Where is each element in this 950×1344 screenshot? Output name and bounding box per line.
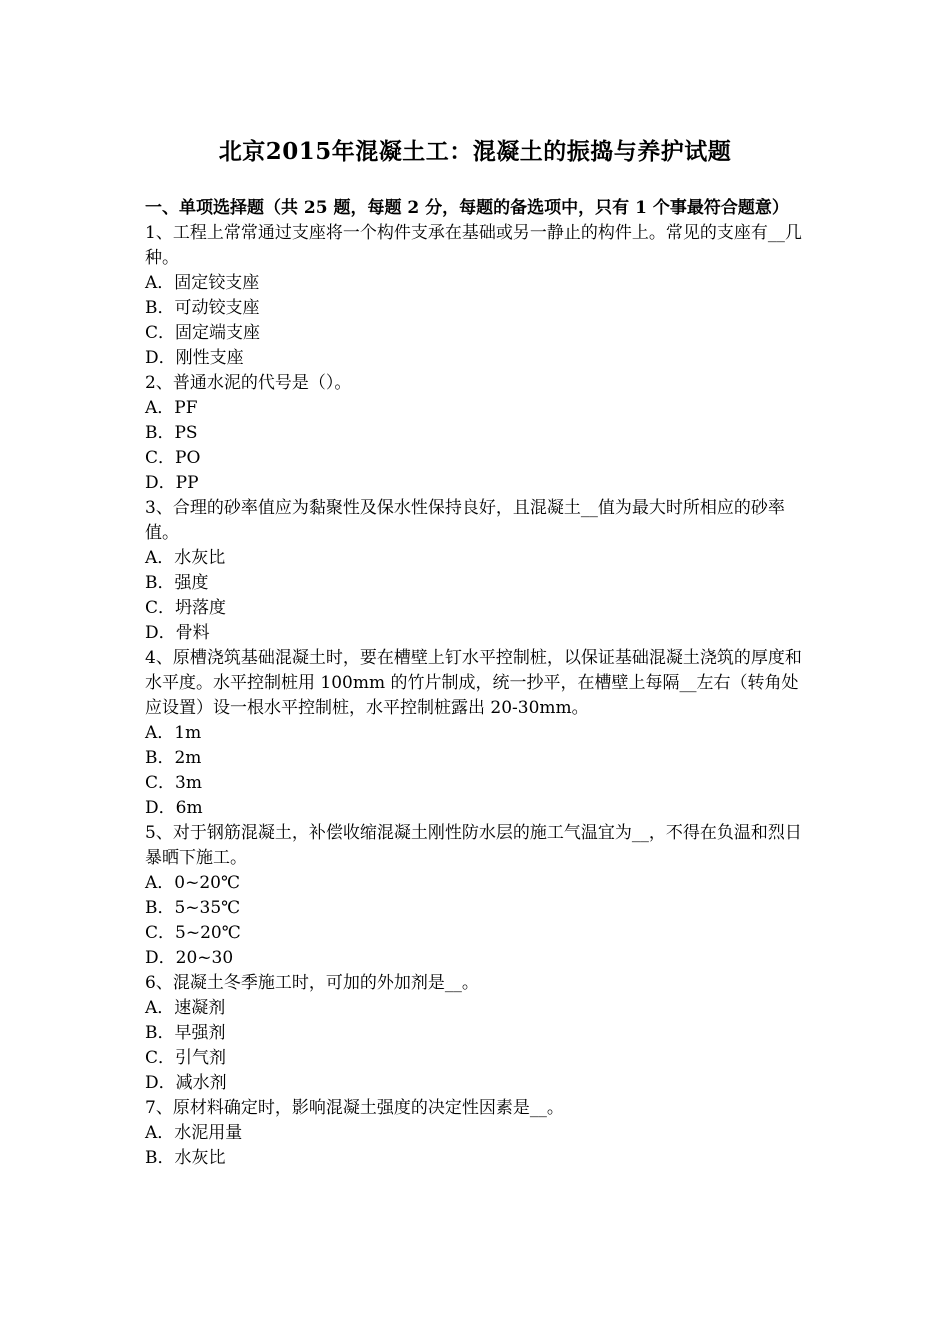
option-list [145, 396, 810, 496]
option-list [145, 1121, 810, 1171]
option-d: D．骨料 [145, 623, 210, 643]
question-stem: 2、普通水泥的代号是（）。 [145, 373, 352, 393]
option-d: D．20~30 [145, 948, 234, 968]
option-a: A．0~20℃ [145, 873, 240, 893]
option-a: A．速凝剂 [145, 998, 226, 1018]
option-d: D．PP [145, 473, 199, 493]
question-6 [145, 971, 810, 1096]
option-a: A．固定铰支座 [145, 273, 260, 293]
option-a: A．PF [145, 398, 198, 418]
option-d: D．刚性支座 [145, 348, 244, 368]
question-stem: 1、工程上常常通过支座将一个构件支承在基础或另一静止的构件上。常见的支座有__几种。 [145, 223, 802, 268]
option-b: B．PS [145, 423, 198, 443]
option-list [145, 996, 810, 1096]
question-stem: 4、原槽浇筑基础混凝土时，要在槽壁上钉水平控制桩，以保证基础混凝土浇筑的厚度和水平度。水平控制桩用 100mm 的竹片制成，统一抄平，在槽壁上每隔__左右（转角处应设置）设一根水平控制桩，水平控制桩露出 20-30mm。 [145, 648, 802, 718]
option-d: D．6m [145, 798, 203, 818]
document-title: 北京2015年混凝土工：混凝土的振捣与养护试题 [218, 138, 732, 166]
option-list [145, 871, 810, 971]
option-a: A．水灰比 [145, 548, 226, 568]
question-stem: 7、原材料确定时，影响混凝土强度的决定性因素是__。 [145, 1098, 564, 1118]
option-list [145, 271, 810, 371]
option-b: B．强度 [145, 573, 209, 593]
question-stem: 6、混凝土冬季施工时，可加的外加剂是__。 [145, 973, 479, 993]
option-b: B．可动铰支座 [145, 298, 260, 318]
option-c: C．固定端支座 [145, 323, 261, 343]
option-d: D．减水剂 [145, 1073, 227, 1093]
option-c: C．坍落度 [145, 598, 227, 618]
option-b: B．早强剂 [145, 1023, 226, 1043]
question-2 [145, 371, 810, 496]
option-c: C．3m [145, 773, 202, 793]
question-5 [145, 821, 810, 971]
option-a: A．1m [145, 723, 202, 743]
question-1 [145, 221, 810, 371]
question-3 [145, 496, 810, 646]
question-4 [145, 646, 810, 821]
option-c: C．引气剂 [145, 1048, 227, 1068]
option-c: C．PO [145, 448, 201, 468]
option-c: C．5~20℃ [145, 923, 241, 943]
question-stem: 3、合理的砂率值应为黏聚性及保水性保持良好，且混凝土__值为最大时所相应的砂率值。 [145, 498, 785, 543]
option-b: B．水灰比 [145, 1148, 226, 1168]
option-list [145, 546, 810, 646]
question-stem: 5、对于钢筋混凝土，补偿收缩混凝土刚性防水层的施工气温宜为__，不得在负温和烈日暴晒下施工。 [145, 823, 802, 868]
question-7 [145, 1096, 810, 1171]
option-b: B．5~35℃ [145, 898, 241, 918]
section-heading: 一、单项选择题（共 25 题，每题 2 分，每题的备选项中，只有 1 个事最符合题意） [145, 198, 789, 218]
option-a: A．水泥用量 [145, 1123, 243, 1143]
option-b: B．2m [145, 748, 202, 768]
option-list [145, 721, 810, 821]
document-body [145, 196, 810, 1171]
